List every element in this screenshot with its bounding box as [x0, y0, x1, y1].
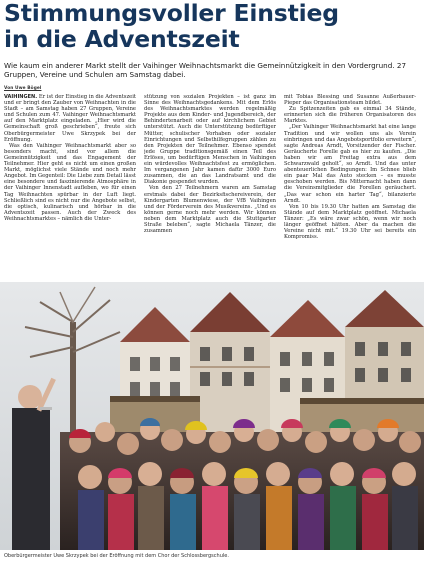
paragraph: stützung von sozialen Projekten – ist ganz im Sinne des Weihnachtsgedankens. Mit dem Erlös des Weihnachtsmarktes werden regelmäßig Projekte aus dem Kinder- und Jugendbereich, der Behindertenarbeit oder auf kirchlichem Gebiet unterstützt. Auch die Unterstützung bedürftiger Mütter, schulischer Vorhaben oder sozialer Einrichtungen und Selbsthilfegruppen zählen zu den Projekten der Teilnehmer. Ebenso spendet jede Gruppe traditionsgemäß einen Teil des Erlöses, um bedürftigen Menschen in Vaihingen ein würdevolles Weihnachtsfest zu ermöglichen. Im vergangenen Jahr kamen dafür 3000 Euro zusammen, die an das Landratsamt und die Diakonie gespendet wurden. [144, 94, 276, 186]
headline-line-1: Stimmungsvoller Einstieg [4, 0, 339, 27]
paragraph: Zu Spitzenzeiten gab es einmal 34 Stände, erinnerten sich die früheren Organisatoren des Marktes. [284, 106, 416, 125]
article-column-1 [4, 94, 136, 278]
author-byline: Von Uwe Bögel [4, 86, 42, 91]
paragraph: Von den 27 Teilnehmern waren am Samstag erstmals dabei der Bezirksfischereiverein, der Kindergarten Blumenwiese, der VfB Vaihingen und der Förderverein des Musikvereins. „Und es können gerne noch mehr werden. Wir können neben dem Marktplatz auch die Stuttgarter Straße beleben“, sagte Michaela Tänzer, die zusammen [144, 185, 276, 235]
photo-illustration [0, 282, 424, 550]
paragraph-text: Er ist der Einstieg in die Adventszeit und er bringt den Zauber von Weihnachten in die Stadt – am Samstag haben 27 Gruppen, Vereine und Schulen zum 47. Vaihinger Weihnachtsmarkt auf den Marktplatz eingeladen. „Hier wird die Gemeinschaft groß geschrieben“, freute sich Oberbürgermeister Uwe Skrzypek bei der Eröffnung. [4, 94, 136, 143]
crowd [60, 418, 424, 550]
subheadline: Wie kaum ein anderer Markt stellt der Vaihinger Weihnachtsmarkt die Gemeinnützigkeit in den Vordergrund. 27 Gruppen, Vereine und Schulen am Samstag dabei. [4, 61, 407, 80]
photo-caption: Oberbürgermeister Uwe Skrzypek bei der Eröffnung mit dem Chor der Schlossbergschule. [4, 553, 229, 559]
paragraph: „Der Vaihinger Weihnachtsmarkt hat eine lange Tradition und wir wollen uns als Verein einbringen und das Angebotsportfolio erweitern“, sagte Andreas Arndt, Vorsitzender der Fischer. Geräucherte Forelle gab es hier zu kaufen. „Die haben wir am Freitag extra aus dem Schwarzwald geholt“, so Arndt. Und das unter abenteuerlichen Bedingungen: Im Schnee blieb ein paar Mal das Auto stecken – es musste geschoben werden. Bis Mitternacht haben dann die Vereinsmitglieder die Forellen geräuchert. „Das war schon ein harter Tag“, bilanzierte Arndt. [284, 124, 416, 204]
paragraph: Was den Vaihinger Weihnachtsmarkt aber so besonders macht, sind vor allem die Gemeinnützigkeit und das Engagement der Teilnehmer. Hier geht es nicht um einen großen Markt, möglichst viele Stände und noch mehr Angebot. Im Gegenteil: Die Liebe zum Detail lässt eine besondere und faszinierende Atmosphäre in der Vaihinger Innenstadt aufleben, wo für einen Tag Weihnachten spürbar in der Luft liegt. Schließlich sind es nicht nur die Angebote selbst, die optisch, kulinarisch und hörbar in die Adventszeit passen. Auch der Zweck des Weihnachtsmarktes – nämlich die Unter- [4, 142, 136, 222]
article-body [4, 94, 416, 278]
paragraph: Von 10 bis 19.30 Uhr hatten am Samstag die Stände auf dem Marktplatz geöffnet. Michaela Tänzer: „Es wäre zwar schön, wenn wir noch länger geöffnet hätten. Aber da machen die Vereine nicht mit.“ 19.30 Uhr sei bereits ein Kompromiss. [284, 203, 416, 241]
headline [4, 0, 420, 52]
headline-line-2: in die Adventszeit [4, 25, 240, 53]
article-photo [0, 282, 424, 550]
article-column-3 [284, 94, 416, 278]
article-column-2 [144, 94, 276, 278]
paragraph [4, 94, 136, 143]
dateline: VAIHINGEN. [4, 94, 38, 100]
paragraph: mit Tobias Blessing und Susanne Außerbauer-Pieper das Organisationsteam bildet. [284, 94, 416, 107]
